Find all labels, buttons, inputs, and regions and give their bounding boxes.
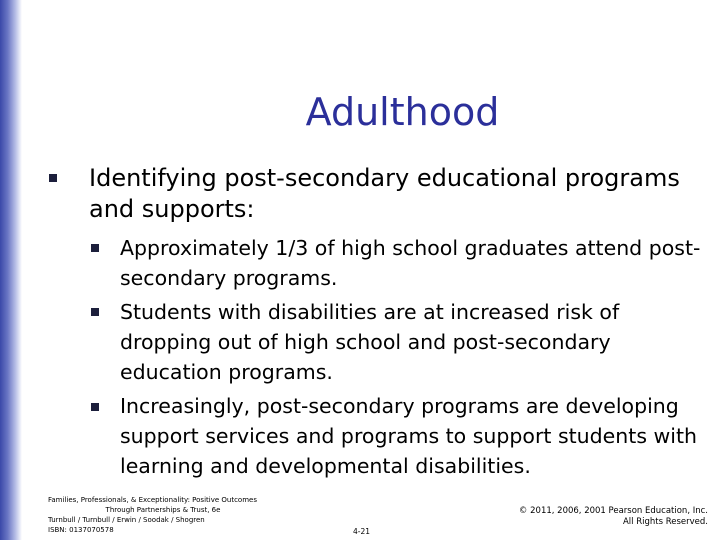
- footer-isbn: ISBN: 0137070578: [48, 526, 114, 534]
- footer-book-line1: Families, Professionals, & Exceptionality: Positive Outcomes: [48, 496, 257, 504]
- bullet-marker-level2: [91, 403, 99, 411]
- footer-rights: All Rights Reserved.: [622, 517, 708, 527]
- sub-bullet-3: Increasingly, post-secondary programs are developing support services and programs to support students with learning and developmental disabilities.: [120, 394, 698, 478]
- footer-book-line2: Through Partnerships & Trust, 6e: [105, 506, 221, 514]
- sub-bullet-2: Students with disabilities are at increased risk of dropping out of high school and post-secondary education programs.: [120, 300, 620, 384]
- decorative-side-band: [0, 0, 22, 540]
- slide-title: Adulthood: [305, 90, 500, 134]
- bullet-marker-level2: [91, 244, 99, 252]
- footer-authors: Turnbull / Turnbull / Erwin / Soodak / Shogren: [48, 516, 205, 524]
- footer-copyright-block: [519, 506, 708, 528]
- bullet-marker-level2: [91, 308, 99, 316]
- sub-bullet-1: Approximately 1/3 of high school graduates attend post-secondary programs.: [120, 236, 701, 290]
- footer-copyright: © 2011, 2006, 2001 Pearson Education, Inc.: [518, 506, 708, 516]
- bullet-marker-level1: [49, 174, 57, 182]
- page-number: 4-21: [353, 527, 371, 536]
- main-bullet-text: Identifying post-secondary educational programs and supports:: [89, 164, 680, 223]
- footer-book-info: [48, 495, 278, 535]
